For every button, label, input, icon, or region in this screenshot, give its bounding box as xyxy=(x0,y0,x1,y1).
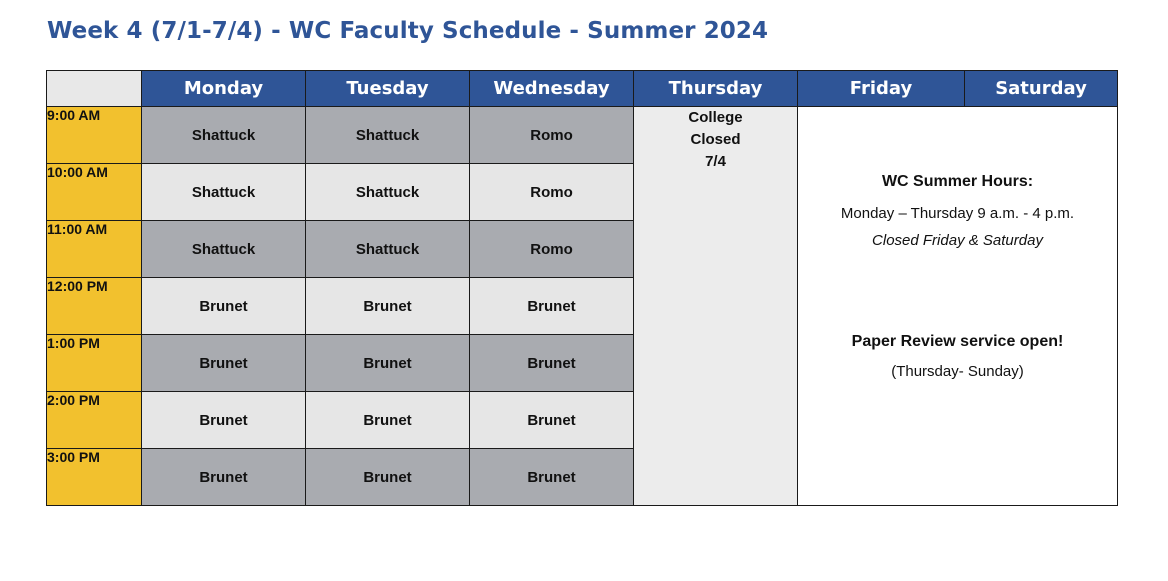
thursday-closed-cell xyxy=(634,107,798,506)
slot-tuesday: Brunet xyxy=(306,449,470,506)
day-header-monday: Monday xyxy=(142,71,306,107)
time-cell: 9:00 AM xyxy=(47,107,142,164)
day-header-friday: Friday xyxy=(798,71,965,107)
slot-tuesday: Brunet xyxy=(306,278,470,335)
time-cell: 12:00 PM xyxy=(47,278,142,335)
table-row xyxy=(47,107,1118,164)
time-cell: 3:00 PM xyxy=(47,449,142,506)
closed-line-1: College xyxy=(688,109,743,126)
corner-cell xyxy=(47,71,142,107)
slot-tuesday: Shattuck xyxy=(306,107,470,164)
schedule-table xyxy=(46,70,1118,506)
slot-monday: Shattuck xyxy=(142,107,306,164)
slot-monday: Brunet xyxy=(142,449,306,506)
day-header-thursday: Thursday xyxy=(634,71,798,107)
slot-monday: Shattuck xyxy=(142,221,306,278)
slot-wednesday: Romo xyxy=(470,107,634,164)
page-title: Week 4 (7/1-7/4) - WC Faculty Schedule - Summer 2024 xyxy=(47,18,769,44)
closed-line-3: 7/4 xyxy=(705,153,726,170)
time-cell: 1:00 PM xyxy=(47,335,142,392)
closed-days-text: Closed Friday & Saturday xyxy=(872,232,1043,249)
paper-review-heading: Paper Review service open! xyxy=(851,333,1064,350)
header-row xyxy=(47,71,1118,107)
slot-tuesday: Brunet xyxy=(306,392,470,449)
day-header-tuesday: Tuesday xyxy=(306,71,470,107)
slot-tuesday: Shattuck xyxy=(306,164,470,221)
summer-hours-text: Monday – Thursday 9 a.m. - 4 p.m. xyxy=(840,205,1075,222)
slot-monday: Brunet xyxy=(142,335,306,392)
slot-monday: Shattuck xyxy=(142,164,306,221)
slot-wednesday: Brunet xyxy=(470,278,634,335)
slot-tuesday: Shattuck xyxy=(306,221,470,278)
slot-monday: Brunet xyxy=(142,392,306,449)
day-header-wednesday: Wednesday xyxy=(470,71,634,107)
day-header-saturday: Saturday xyxy=(965,71,1118,107)
time-cell: 10:00 AM xyxy=(47,164,142,221)
summer-hours-heading: WC Summer Hours: xyxy=(881,173,1034,190)
paper-review-days: (Thursday- Sunday) xyxy=(891,363,1024,380)
time-cell: 2:00 PM xyxy=(47,392,142,449)
slot-wednesday: Brunet xyxy=(470,335,634,392)
slot-wednesday: Romo xyxy=(470,164,634,221)
time-cell: 11:00 AM xyxy=(47,221,142,278)
slot-wednesday: Brunet xyxy=(470,392,634,449)
closed-line-2: Closed xyxy=(690,131,741,148)
slot-tuesday: Brunet xyxy=(306,335,470,392)
slot-monday: Brunet xyxy=(142,278,306,335)
summer-hours-info xyxy=(798,107,1118,506)
slot-wednesday: Romo xyxy=(470,221,634,278)
slot-wednesday: Brunet xyxy=(470,449,634,506)
